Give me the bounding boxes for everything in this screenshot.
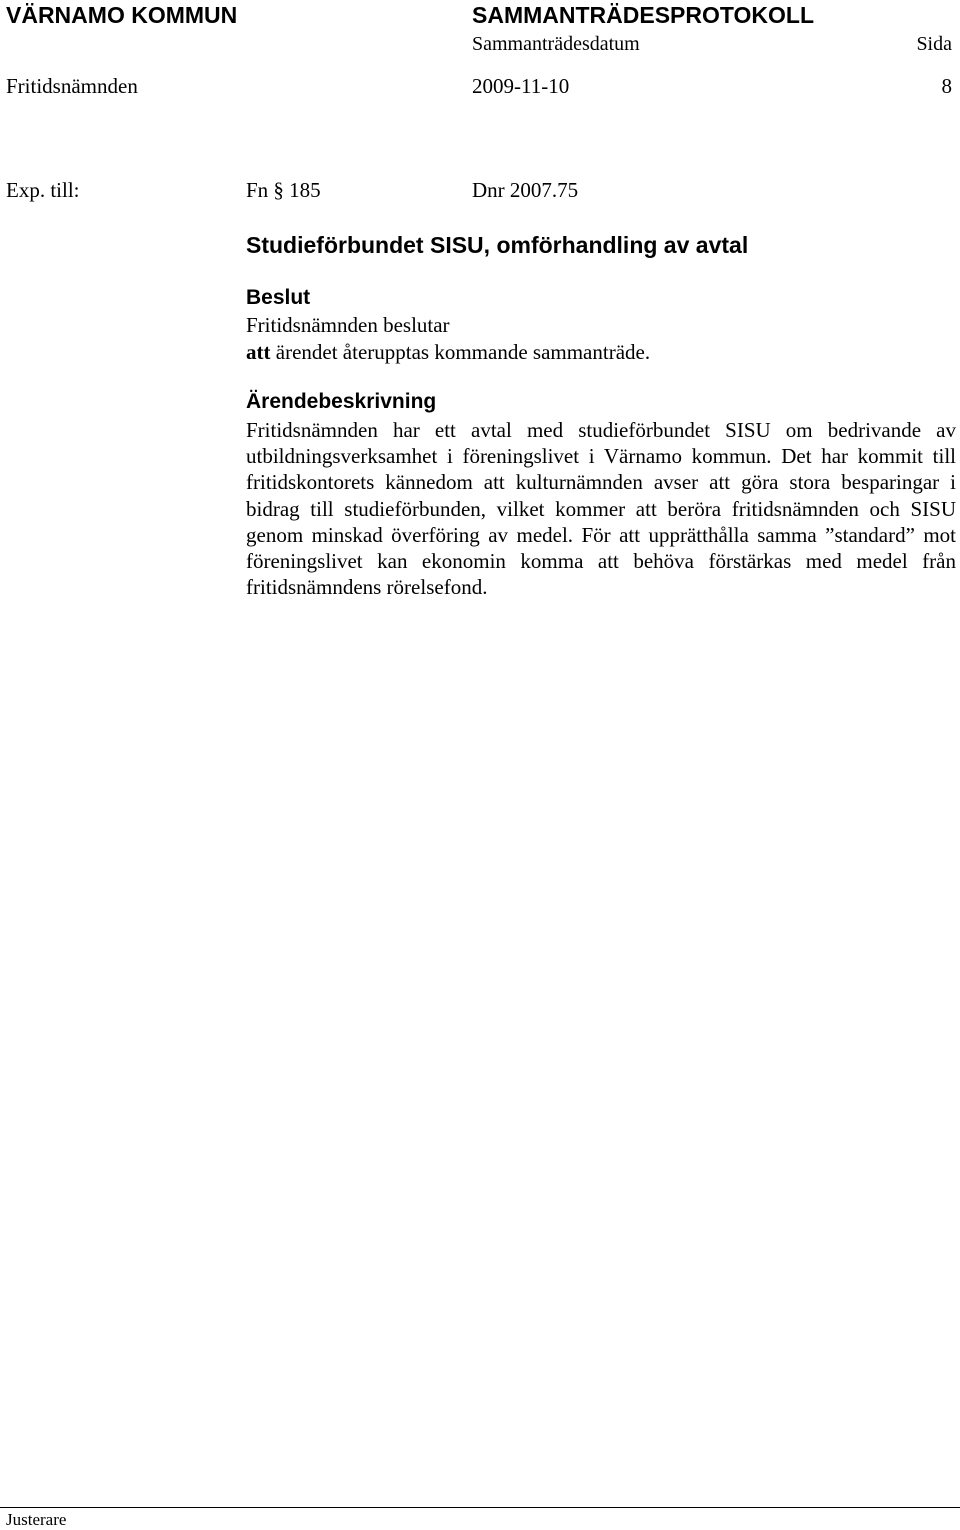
meeting-date: 2009-11-10 xyxy=(472,74,570,98)
paragraph-number: Fn § 185 xyxy=(246,178,321,202)
decision-clause-text: ärendet återupptas kommande sammanträde. xyxy=(270,340,651,364)
case-description-text xyxy=(246,417,956,600)
document-type: SAMMANTRÄDESPROTOKOLL xyxy=(472,2,815,28)
page-label: Sida xyxy=(916,33,952,55)
decision-intro: Fritidsnämnden beslutar xyxy=(246,313,450,337)
decision-heading: Beslut xyxy=(246,286,311,309)
decision-text xyxy=(246,312,956,366)
decision-clause xyxy=(246,339,956,366)
att-keyword: att xyxy=(246,340,271,364)
case-description-sentence-2: Det har kommit till fritidskontorets kännedom att kulturnämnden avser att göra stora besparingar i bidrag till studieförbunden, vilket kommer att beröra fritidsnämnden och SISU genom minskad överföring av medel. xyxy=(246,444,956,547)
organization-name: VÄRNAMO KOMMUN xyxy=(6,2,238,28)
case-description-sentence-3: För att upprätthålla samma ”standard” mot föreningslivet kan ekonomin komma att behöva förstärkas med medel från fritidsnämndens rörelsefond. xyxy=(246,522,956,600)
meeting-date-label: Sammanträdesdatum xyxy=(472,33,640,55)
committee-name: Fritidsnämnden xyxy=(6,74,138,98)
exp-label: Exp. till: xyxy=(6,178,80,202)
case-description-heading: Ärendebeskrivning xyxy=(246,390,437,413)
case-title: Studieförbundet SISU, omförhandling av avtal xyxy=(246,232,749,258)
case-description-sentence-1: Fritidsnämnden har ett avtal med studieförbundet SISU om bedrivande av utbildningsverksamhet i föreningslivet i Värnamo kommun. xyxy=(246,418,956,469)
page-number: 8 xyxy=(941,74,952,98)
footer-divider xyxy=(0,1507,960,1508)
case-number: Dnr 2007.75 xyxy=(472,178,579,202)
adjuster-label: Justerare xyxy=(6,1510,67,1529)
